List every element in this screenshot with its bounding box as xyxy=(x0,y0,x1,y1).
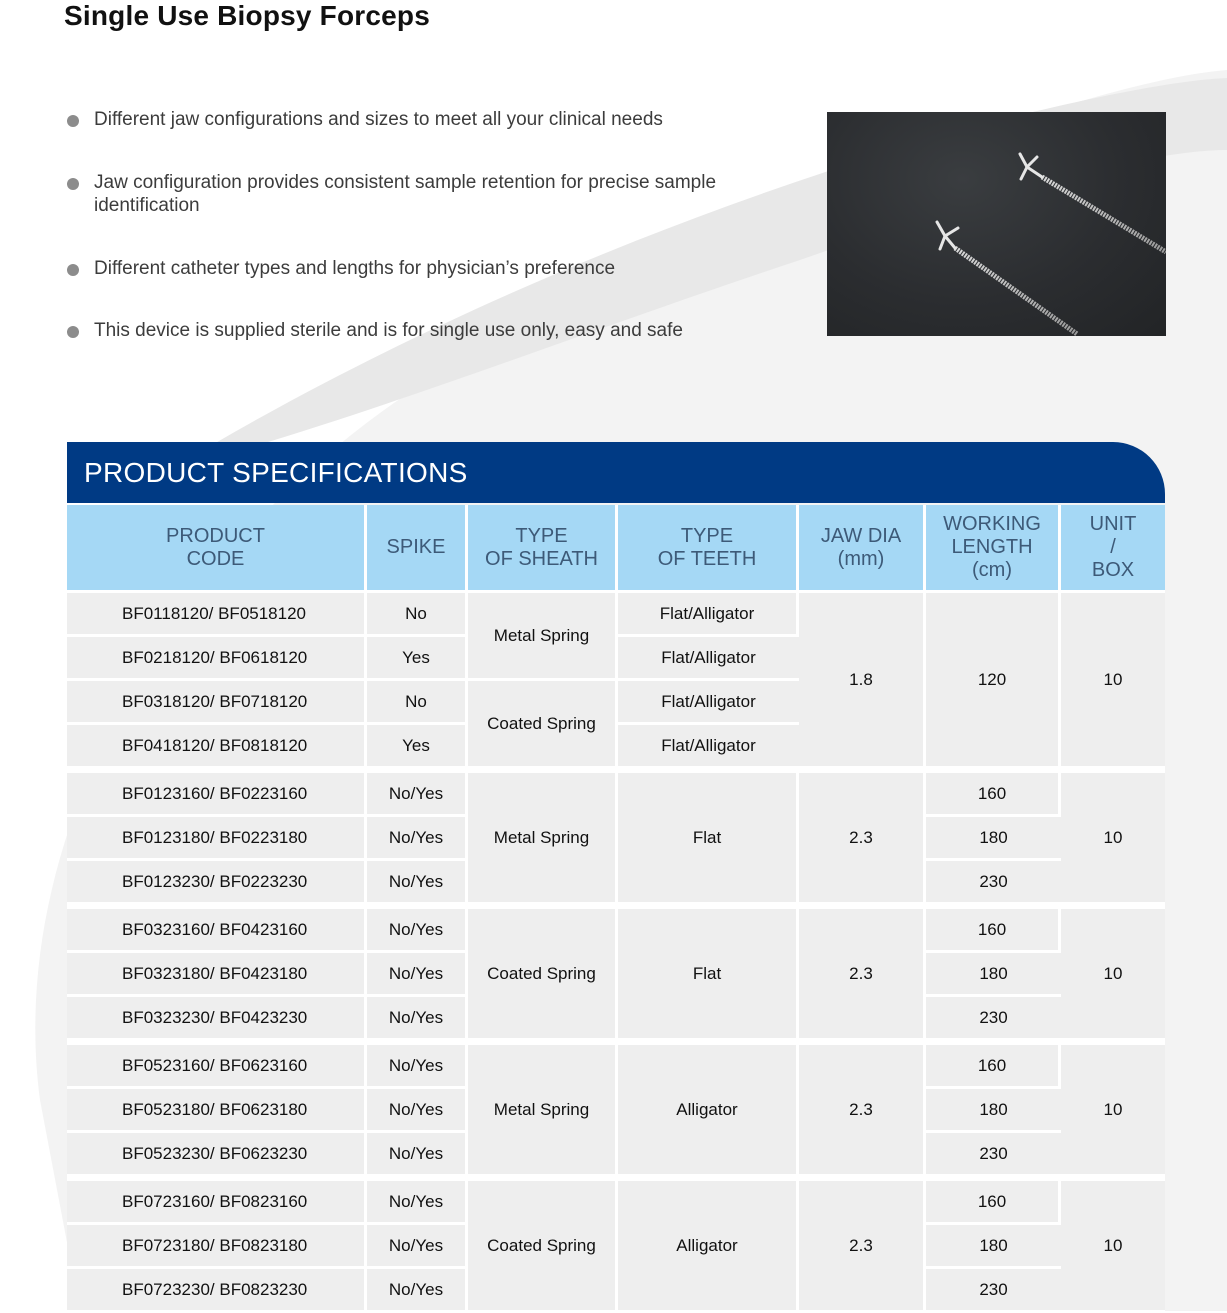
working-length-value: 160 xyxy=(926,1177,1061,1225)
working-length-value: 230 xyxy=(926,1269,1061,1313)
spike-value: No/Yes xyxy=(367,1225,468,1269)
teeth-type: Flat/Alligator xyxy=(618,593,799,637)
spike-value: No/Yes xyxy=(367,769,468,817)
teeth-type: Flat xyxy=(618,769,799,905)
working-length-value: 230 xyxy=(926,1133,1061,1177)
jaw-dia-value: 2.3 xyxy=(799,1041,926,1177)
jaw-dia-value: 2.3 xyxy=(799,1177,926,1313)
spike-value: No/Yes xyxy=(367,1269,468,1313)
sheath-type: Metal Spring xyxy=(468,593,618,681)
spike-value: Yes xyxy=(367,725,468,769)
sheath-type: Coated Spring xyxy=(468,905,618,1041)
spike-value: No/Yes xyxy=(367,1133,468,1177)
sheath-type: Coated Spring xyxy=(468,681,618,769)
spike-value: No/Yes xyxy=(367,861,468,905)
feature-text: Jaw configuration provides consistent sample retention for precise sample identification xyxy=(94,172,717,216)
spike-value: No xyxy=(367,593,468,637)
unit-box-value: 10 xyxy=(1061,769,1165,905)
product-code: BF0323160/ BF0423160 xyxy=(67,905,367,953)
spec-heading: PRODUCT SPECIFICATIONS xyxy=(84,457,468,488)
feature-text: Different catheter types and lengths for physician’s preference xyxy=(94,258,616,279)
working-length-value: 230 xyxy=(926,861,1061,905)
feature-item xyxy=(66,171,754,217)
header-product-code: PRODUCT CODE xyxy=(67,505,367,593)
teeth-type: Flat/Alligator xyxy=(618,725,799,769)
sheath-type: Metal Spring xyxy=(468,769,618,905)
bullet-icon xyxy=(67,264,79,276)
header-type-of-sheath: TYPE OF SHEATH xyxy=(468,505,618,593)
working-length-value: 230 xyxy=(926,997,1061,1041)
product-code: BF0123160/ BF0223160 xyxy=(67,769,367,817)
unit-box-value: 10 xyxy=(1061,1041,1165,1177)
table-row xyxy=(67,905,1165,953)
unit-box-value: 10 xyxy=(1061,905,1165,1041)
product-code: BF0723180/ BF0823180 xyxy=(67,1225,367,1269)
table-row xyxy=(67,593,1165,637)
header-type-of-teeth: TYPE OF TEETH xyxy=(618,505,799,593)
product-code: BF0418120/ BF0818120 xyxy=(67,725,367,769)
feature-item xyxy=(66,257,754,280)
header-unit-box: UNIT / BOX xyxy=(1061,505,1165,593)
jaw-dia-value: 1.8 xyxy=(799,593,926,769)
product-code: BF0123180/ BF0223180 xyxy=(67,817,367,861)
spike-value: Yes xyxy=(367,637,468,681)
feature-item xyxy=(66,319,754,342)
working-length-value: 160 xyxy=(926,905,1061,953)
working-length-value: 180 xyxy=(926,817,1061,861)
unit-box-value: 10 xyxy=(1061,593,1165,769)
feature-item xyxy=(66,108,754,131)
jaw-dia-value: 2.3 xyxy=(799,769,926,905)
teeth-type: Alligator xyxy=(618,1041,799,1177)
bullet-icon xyxy=(67,326,79,338)
jaw-dia-value: 2.3 xyxy=(799,905,926,1041)
working-length-value: 120 xyxy=(926,593,1061,769)
product-code: BF0523180/ BF0623180 xyxy=(67,1089,367,1133)
product-code: BF0323180/ BF0423180 xyxy=(67,953,367,997)
product-code: BF0118120/ BF0518120 xyxy=(67,593,367,637)
forceps-illustration xyxy=(827,112,1166,336)
teeth-type: Flat xyxy=(618,905,799,1041)
teeth-type: Flat/Alligator xyxy=(618,637,799,681)
table-row xyxy=(67,769,1165,817)
sheath-type: Coated Spring xyxy=(468,1177,618,1313)
spike-value: No/Yes xyxy=(367,1041,468,1089)
header-spike: SPIKE xyxy=(367,505,468,593)
spike-value: No/Yes xyxy=(367,1177,468,1225)
product-code: BF0723230/ BF0823230 xyxy=(67,1269,367,1313)
spike-value: No/Yes xyxy=(367,905,468,953)
working-length-value: 180 xyxy=(926,1089,1061,1133)
feature-text: This device is supplied sterile and is for single use only, easy and safe xyxy=(94,320,683,341)
header-jaw-dia: JAW DIA (mm) xyxy=(799,505,926,593)
unit-box-value: 10 xyxy=(1061,1177,1165,1313)
spike-value: No/Yes xyxy=(367,997,468,1041)
feature-text: Different jaw configurations and sizes to meet all your clinical needs xyxy=(94,109,663,130)
product-code: BF0323230/ BF0423230 xyxy=(67,997,367,1041)
working-length-value: 160 xyxy=(926,1041,1061,1089)
product-code: BF0318120/ BF0718120 xyxy=(67,681,367,725)
working-length-value: 180 xyxy=(926,1225,1061,1269)
teeth-type: Flat/Alligator xyxy=(618,681,799,725)
spike-value: No/Yes xyxy=(367,953,468,997)
table-row xyxy=(67,1177,1165,1225)
spec-banner xyxy=(67,442,1165,503)
bullet-icon xyxy=(67,115,79,127)
table-row xyxy=(67,1041,1165,1089)
product-code: BF0218120/ BF0618120 xyxy=(67,637,367,681)
spike-value: No/Yes xyxy=(367,817,468,861)
page-title: Single Use Biopsy Forceps xyxy=(64,0,430,31)
product-photo xyxy=(827,112,1166,336)
spec-table xyxy=(67,505,1165,1313)
sheath-type: Metal Spring xyxy=(468,1041,618,1177)
spec-header-row xyxy=(67,505,1165,593)
product-code: BF0523160/ BF0623160 xyxy=(67,1041,367,1089)
product-code: BF0123230/ BF0223230 xyxy=(67,861,367,905)
spike-value: No xyxy=(367,681,468,725)
product-code: BF0523230/ BF0623230 xyxy=(67,1133,367,1177)
working-length-value: 160 xyxy=(926,769,1061,817)
header-working-length: WORKING LENGTH (cm) xyxy=(926,505,1061,593)
working-length-value: 180 xyxy=(926,953,1061,997)
bullet-icon xyxy=(67,178,79,190)
teeth-type: Alligator xyxy=(618,1177,799,1313)
spike-value: No/Yes xyxy=(367,1089,468,1133)
product-code: BF0723160/ BF0823160 xyxy=(67,1177,367,1225)
